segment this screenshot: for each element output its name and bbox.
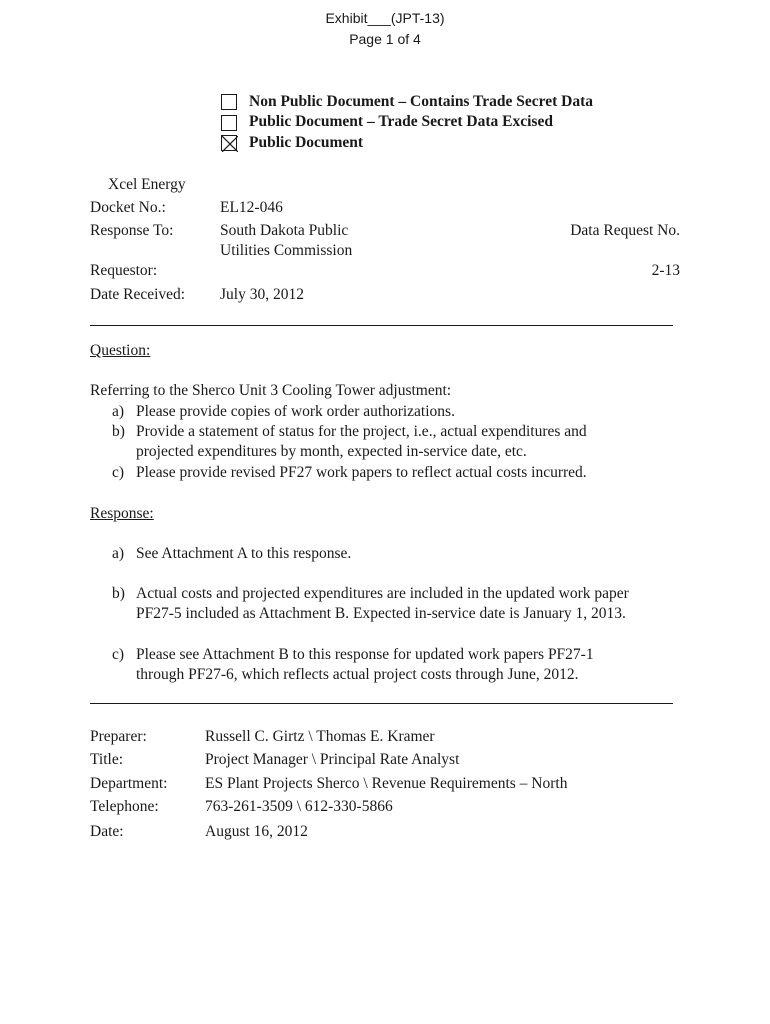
- divider-top: [90, 325, 673, 326]
- response-item-c-marker: c): [112, 646, 125, 663]
- requestor-label: Requestor:: [90, 262, 158, 279]
- date-received-label: Date Received:: [90, 286, 186, 303]
- company-name: Xcel Energy: [108, 176, 186, 193]
- date-received-value: July 30, 2012: [220, 286, 304, 303]
- date-label: Date:: [90, 823, 124, 840]
- response-item-c-text-cont: through PF27-6, which reflects actual project costs through June, 2012.: [136, 666, 579, 683]
- checkmark-x-icon: [222, 136, 238, 152]
- question-item-c-text: Please provide revised PF27 work papers to reflect actual costs incurred.: [136, 464, 587, 481]
- option-label-non-public: Non Public Document – Contains Trade Secret Data: [249, 93, 594, 110]
- response-to-label: Response To:: [90, 222, 174, 239]
- response-to-line2: Utilities Commission: [220, 242, 353, 259]
- option-label-public-excised: Public Document – Trade Secret Data Excised: [249, 113, 553, 130]
- date-value: August 16, 2012: [205, 823, 308, 840]
- response-heading: Response:: [90, 505, 154, 522]
- question-item-b-text: Provide a statement of status for the project, i.e., actual expenditures and: [136, 423, 587, 440]
- data-request-value: 2-13: [651, 262, 680, 279]
- department-label: Department:: [90, 775, 168, 792]
- docket-label: Docket No.:: [90, 199, 166, 216]
- department-value: ES Plant Projects Sherco \ Revenue Requirements – North: [205, 775, 568, 792]
- question-item-a-text: Please provide copies of work order authorizations.: [136, 403, 455, 420]
- checkbox-public-document[interactable]: [221, 135, 237, 151]
- response-item-c-text: Please see Attachment B to this response for updated work papers PF27-1: [136, 646, 594, 663]
- question-item-a-marker: a): [112, 403, 125, 420]
- response-item-a-text: See Attachment A to this response.: [136, 545, 352, 562]
- question-intro: Referring to the Sherco Unit 3 Cooling Tower adjustment:: [90, 382, 452, 399]
- data-request-label: Data Request No.: [570, 222, 680, 239]
- question-item-b-marker: b): [112, 423, 125, 440]
- checkbox-non-public[interactable]: [221, 94, 237, 110]
- docket-value: EL12-046: [220, 199, 283, 216]
- response-item-b-marker: b): [112, 585, 125, 602]
- telephone-label: Telephone:: [90, 798, 159, 815]
- question-heading: Question:: [90, 342, 151, 359]
- divider-bottom: [90, 703, 673, 704]
- title-value: Project Manager \ Principal Rate Analyst: [205, 751, 460, 768]
- title-label: Title:: [90, 751, 124, 768]
- page-number: Page 1 of 4: [349, 31, 421, 47]
- preparer-label: Preparer:: [90, 728, 147, 745]
- response-item-a-marker: a): [112, 545, 125, 562]
- preparer-value: Russell C. Girtz \ Thomas E. Kramer: [205, 728, 435, 745]
- checkbox-public-excised[interactable]: [221, 115, 237, 131]
- response-to-line1: South Dakota Public: [220, 222, 349, 239]
- telephone-value: 763-261-3509 \ 612-330-5866: [205, 798, 393, 815]
- option-label-public-document: Public Document: [249, 134, 364, 151]
- exhibit-label: Exhibit___(JPT-13): [325, 10, 445, 26]
- question-item-c-marker: c): [112, 464, 125, 481]
- response-item-b-text: Actual costs and projected expenditures are included in the updated work paper: [136, 585, 629, 602]
- response-item-b-text-cont: PF27-5 included as Attachment B. Expected in-service date is January 1, 2013.: [136, 605, 626, 622]
- question-item-b-text-cont: projected expenditures by month, expected in-service date, etc.: [136, 443, 527, 460]
